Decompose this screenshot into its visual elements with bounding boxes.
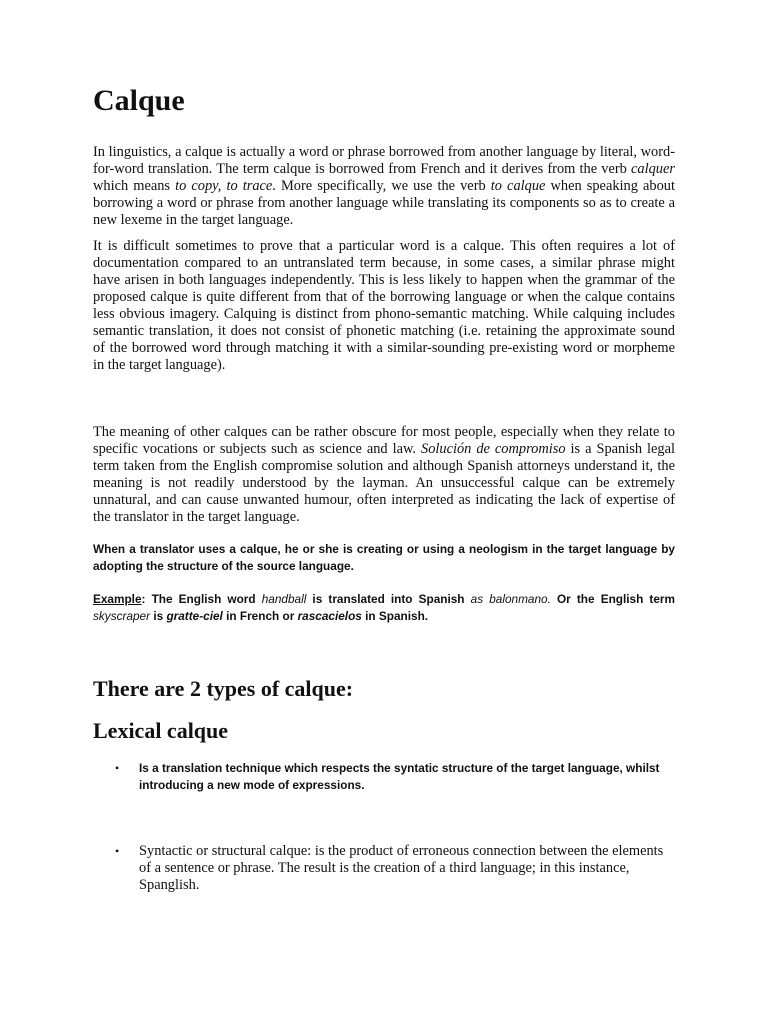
example-text-4: is xyxy=(150,609,167,623)
example-text-2: is translated into Spanish xyxy=(306,592,471,606)
paragraph-meaning-text-2: is a Spanish legal term taken from the English compromise solution and although Spanish attorneys understand it, the meaning is not readily understood by the layman. An unsuccessful calque can be extremely unnatural, and can cause unwanted humour, often interpreted as indicating the lack of expertise of the translator in the target language. xyxy=(93,441,675,525)
term-calquer: calquer xyxy=(631,161,675,177)
paragraph-neologism: When a translator uses a calque, he or she is creating or using a neologism in the target language by adopting the structure of the source language. xyxy=(93,542,675,573)
paragraph-definition xyxy=(93,144,675,229)
heading-types-of-calque: There are 2 types of calque: xyxy=(93,676,354,701)
paragraph-definition-text-2: which means xyxy=(93,178,176,194)
paragraph-definition-text-1: In linguistics, a calque is actually a word or phrase borrowed from another language by literal, word-for-word translation. The term calque is borrowed from French and it derives from the verb xyxy=(93,144,675,177)
paragraph-definition-text-3: . More specifically, we use the verb xyxy=(272,178,491,194)
term-handball: handball xyxy=(261,592,307,606)
paragraph-meaning xyxy=(93,424,675,526)
bullet-marker: • xyxy=(115,844,120,858)
term-rascacielos: rascacielos xyxy=(297,609,362,623)
paragraph-definition-text-4: when speaking about borrowing a word or phrase from another language while translating its components so as to create a new lexeme in the target language. xyxy=(93,178,675,228)
example-text-1: : The English word xyxy=(141,592,262,606)
page-title: Calque xyxy=(93,84,185,117)
paragraph-meaning-text-1: The meaning of other calques can be rather obscure for most people, especially when they relate to specific vocations or subjects such as science and law. xyxy=(93,424,675,457)
example-text-6: in Spanish. xyxy=(361,609,429,623)
term-gratte-ciel: gratte-ciel xyxy=(166,609,223,623)
bullet-text-syntactic: Syntactic or structural calque: is the product of erroneous connection between the elements of a sentence or phrase. The result is the creation of a third language; in this instance, Spanglish. xyxy=(139,843,664,893)
paragraph-example xyxy=(93,591,675,625)
example-text-3: Or the English term xyxy=(550,592,675,606)
heading-lexical-calque: Lexical calque xyxy=(93,718,229,743)
term-balonmano: as balonmano. xyxy=(470,592,551,606)
term-to-copy: to copy, to trace xyxy=(175,178,273,194)
term-skyscraper: skyscraper xyxy=(93,609,151,623)
example-text-5: in French or xyxy=(222,609,298,623)
term-to-calque: to calque xyxy=(490,178,546,194)
bullet-text-lexical: Is a translation technique which respects the syntatic structure of the target language, whilst introducing a new mode of expressions. xyxy=(139,761,660,792)
paragraph-difficulty: It is difficult sometimes to prove that a particular word is a calque. This often requires a lot of documentation compared to an untranslated term because, in some cases, a similar phrase might have arisen in both languages independently. This is less likely to happen when the grammar of the proposed calque is quite different from that of the borrowing language or when the calque contains less obvious imagery. Calquing is distinct from phono-semantic matching. While calquing includes semantic translation, it does not consist of phonetic matching (i.e. retaining the approximate sound of the borrowed word through matching it with a similar-sounding pre-existing word or morpheme in the target language). xyxy=(93,238,675,373)
bullet-marker: • xyxy=(115,761,120,775)
term-solucion: Solución de compromiso xyxy=(421,441,566,457)
example-label: Example xyxy=(93,592,142,606)
